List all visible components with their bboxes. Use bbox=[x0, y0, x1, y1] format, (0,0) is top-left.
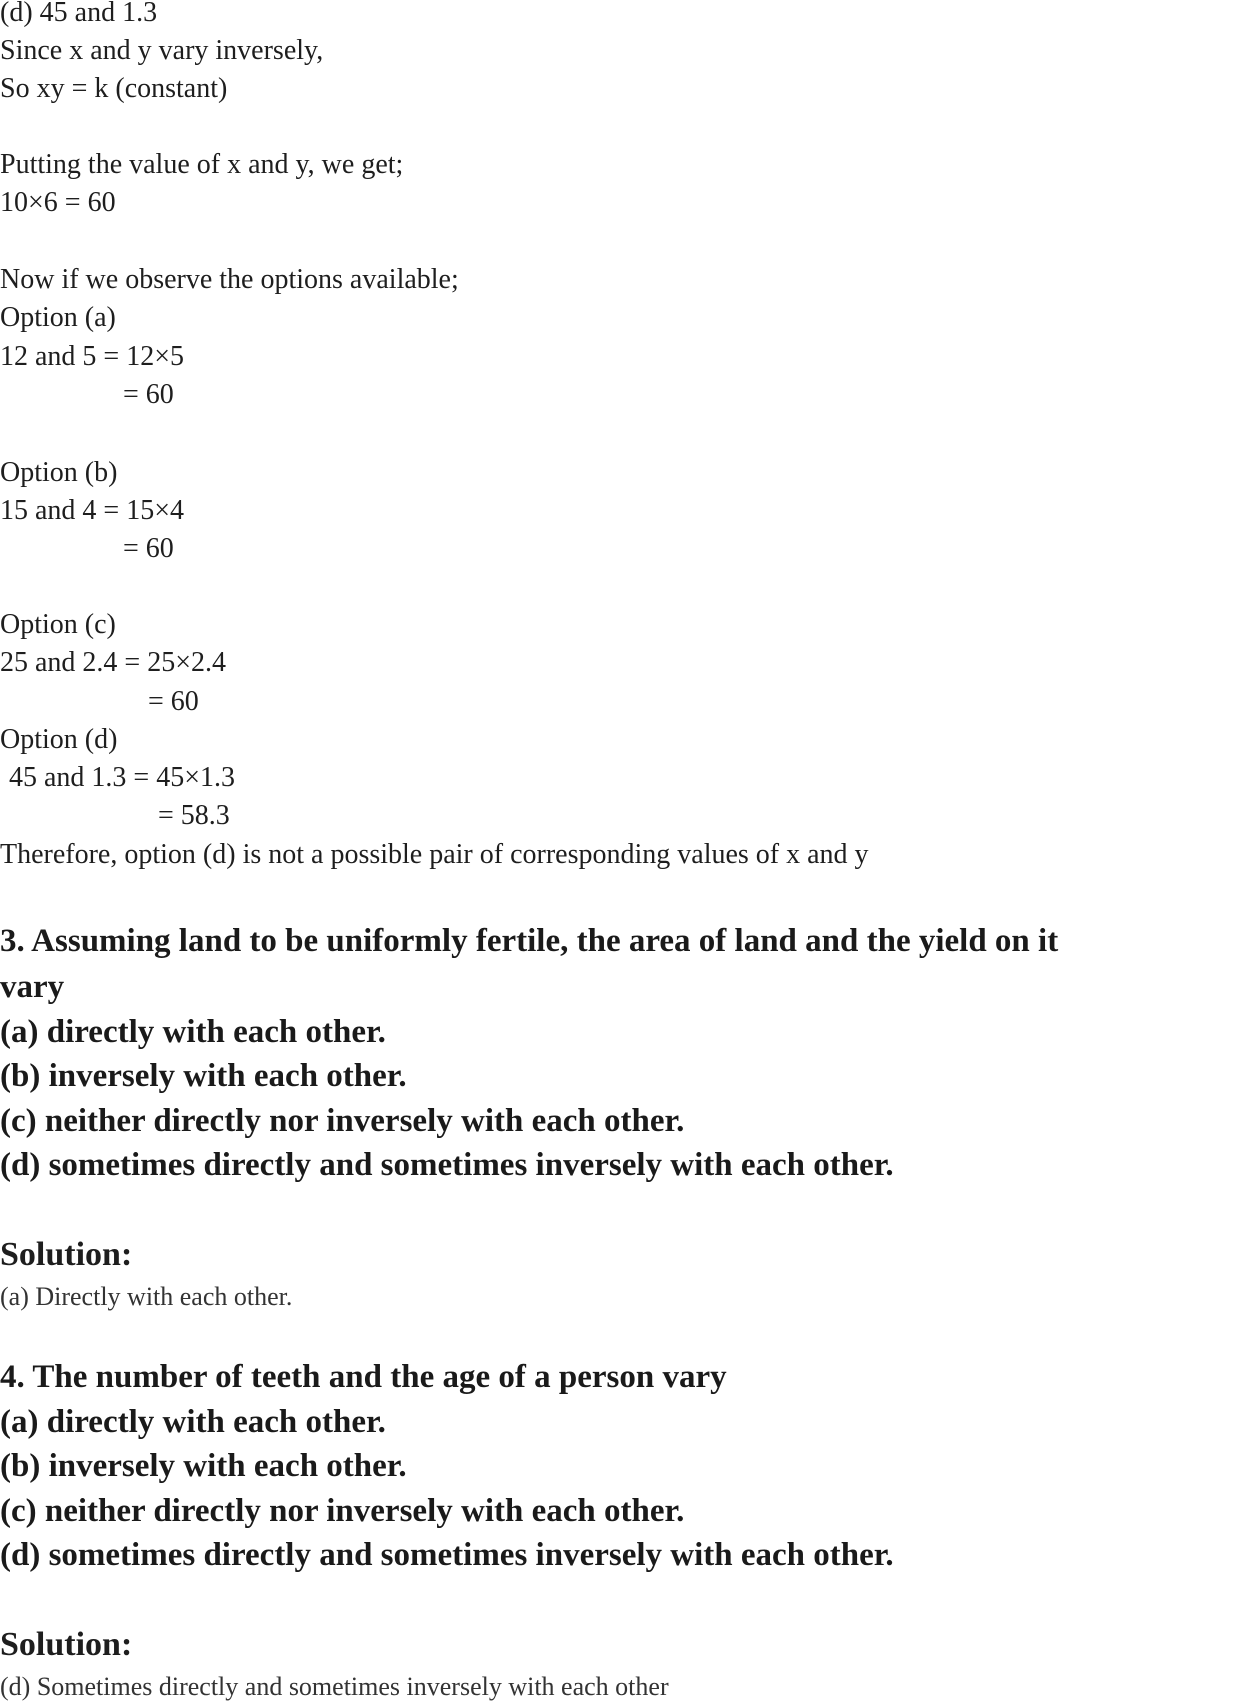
text-line: Putting the value of x and y, we get; bbox=[0, 149, 404, 180]
text-line: Now if we observe the options available; bbox=[0, 264, 459, 295]
option-a: (a) directly with each other. bbox=[0, 1014, 386, 1050]
calculation: 12 and 5 = 12×5 bbox=[0, 341, 185, 372]
option-label: Option (d) bbox=[0, 724, 118, 755]
conclusion: Therefore, option (d) is not a possible pair of corresponding values of x and y bbox=[0, 839, 869, 870]
solution-heading: Solution: bbox=[0, 1626, 133, 1663]
question-text: 4. The number of teeth and the age of a person vary bbox=[0, 1359, 727, 1395]
text-line: 10×6 = 60 bbox=[0, 187, 116, 218]
text-line: Since x and y vary inversely, bbox=[0, 35, 324, 66]
text-line: So xy = k (constant) bbox=[0, 73, 228, 104]
option-label: Option (b) bbox=[0, 457, 118, 488]
option-c: (c) neither directly nor inversely with each other. bbox=[0, 1493, 685, 1529]
option-label: Option (a) bbox=[0, 302, 116, 333]
calculation: 25 and 2.4 = 25×2.4 bbox=[0, 647, 227, 678]
option-c: (c) neither directly nor inversely with each other. bbox=[0, 1103, 685, 1139]
option-label: Option (c) bbox=[0, 609, 116, 640]
calculation-result: = 58.3 bbox=[158, 800, 230, 831]
calculation: 15 and 4 = 15×4 bbox=[0, 495, 185, 526]
option-d: (d) sometimes directly and sometimes inversely with each other. bbox=[0, 1537, 894, 1573]
solution-answer: (a) Directly with each other. bbox=[0, 1282, 293, 1311]
option-b: (b) inversely with each other. bbox=[0, 1448, 407, 1484]
text-line: (d) 45 and 1.3 bbox=[0, 0, 158, 28]
solution-answer: (d) Sometimes directly and sometimes inversely with each other bbox=[0, 1672, 669, 1701]
calculation-result: = 60 bbox=[123, 533, 174, 564]
option-b: (b) inversely with each other. bbox=[0, 1058, 407, 1094]
calculation-result: = 60 bbox=[123, 379, 174, 410]
question-text: vary bbox=[0, 969, 65, 1005]
solution-heading: Solution: bbox=[0, 1236, 133, 1273]
option-d: (d) sometimes directly and sometimes inversely with each other. bbox=[0, 1147, 894, 1183]
calculation-result: = 60 bbox=[148, 686, 199, 717]
calculation: 45 and 1.3 = 45×1.3 bbox=[9, 762, 236, 793]
question-text: 3. Assuming land to be uniformly fertile, the area of land and the yield on it bbox=[0, 923, 1059, 959]
option-a: (a) directly with each other. bbox=[0, 1404, 386, 1440]
